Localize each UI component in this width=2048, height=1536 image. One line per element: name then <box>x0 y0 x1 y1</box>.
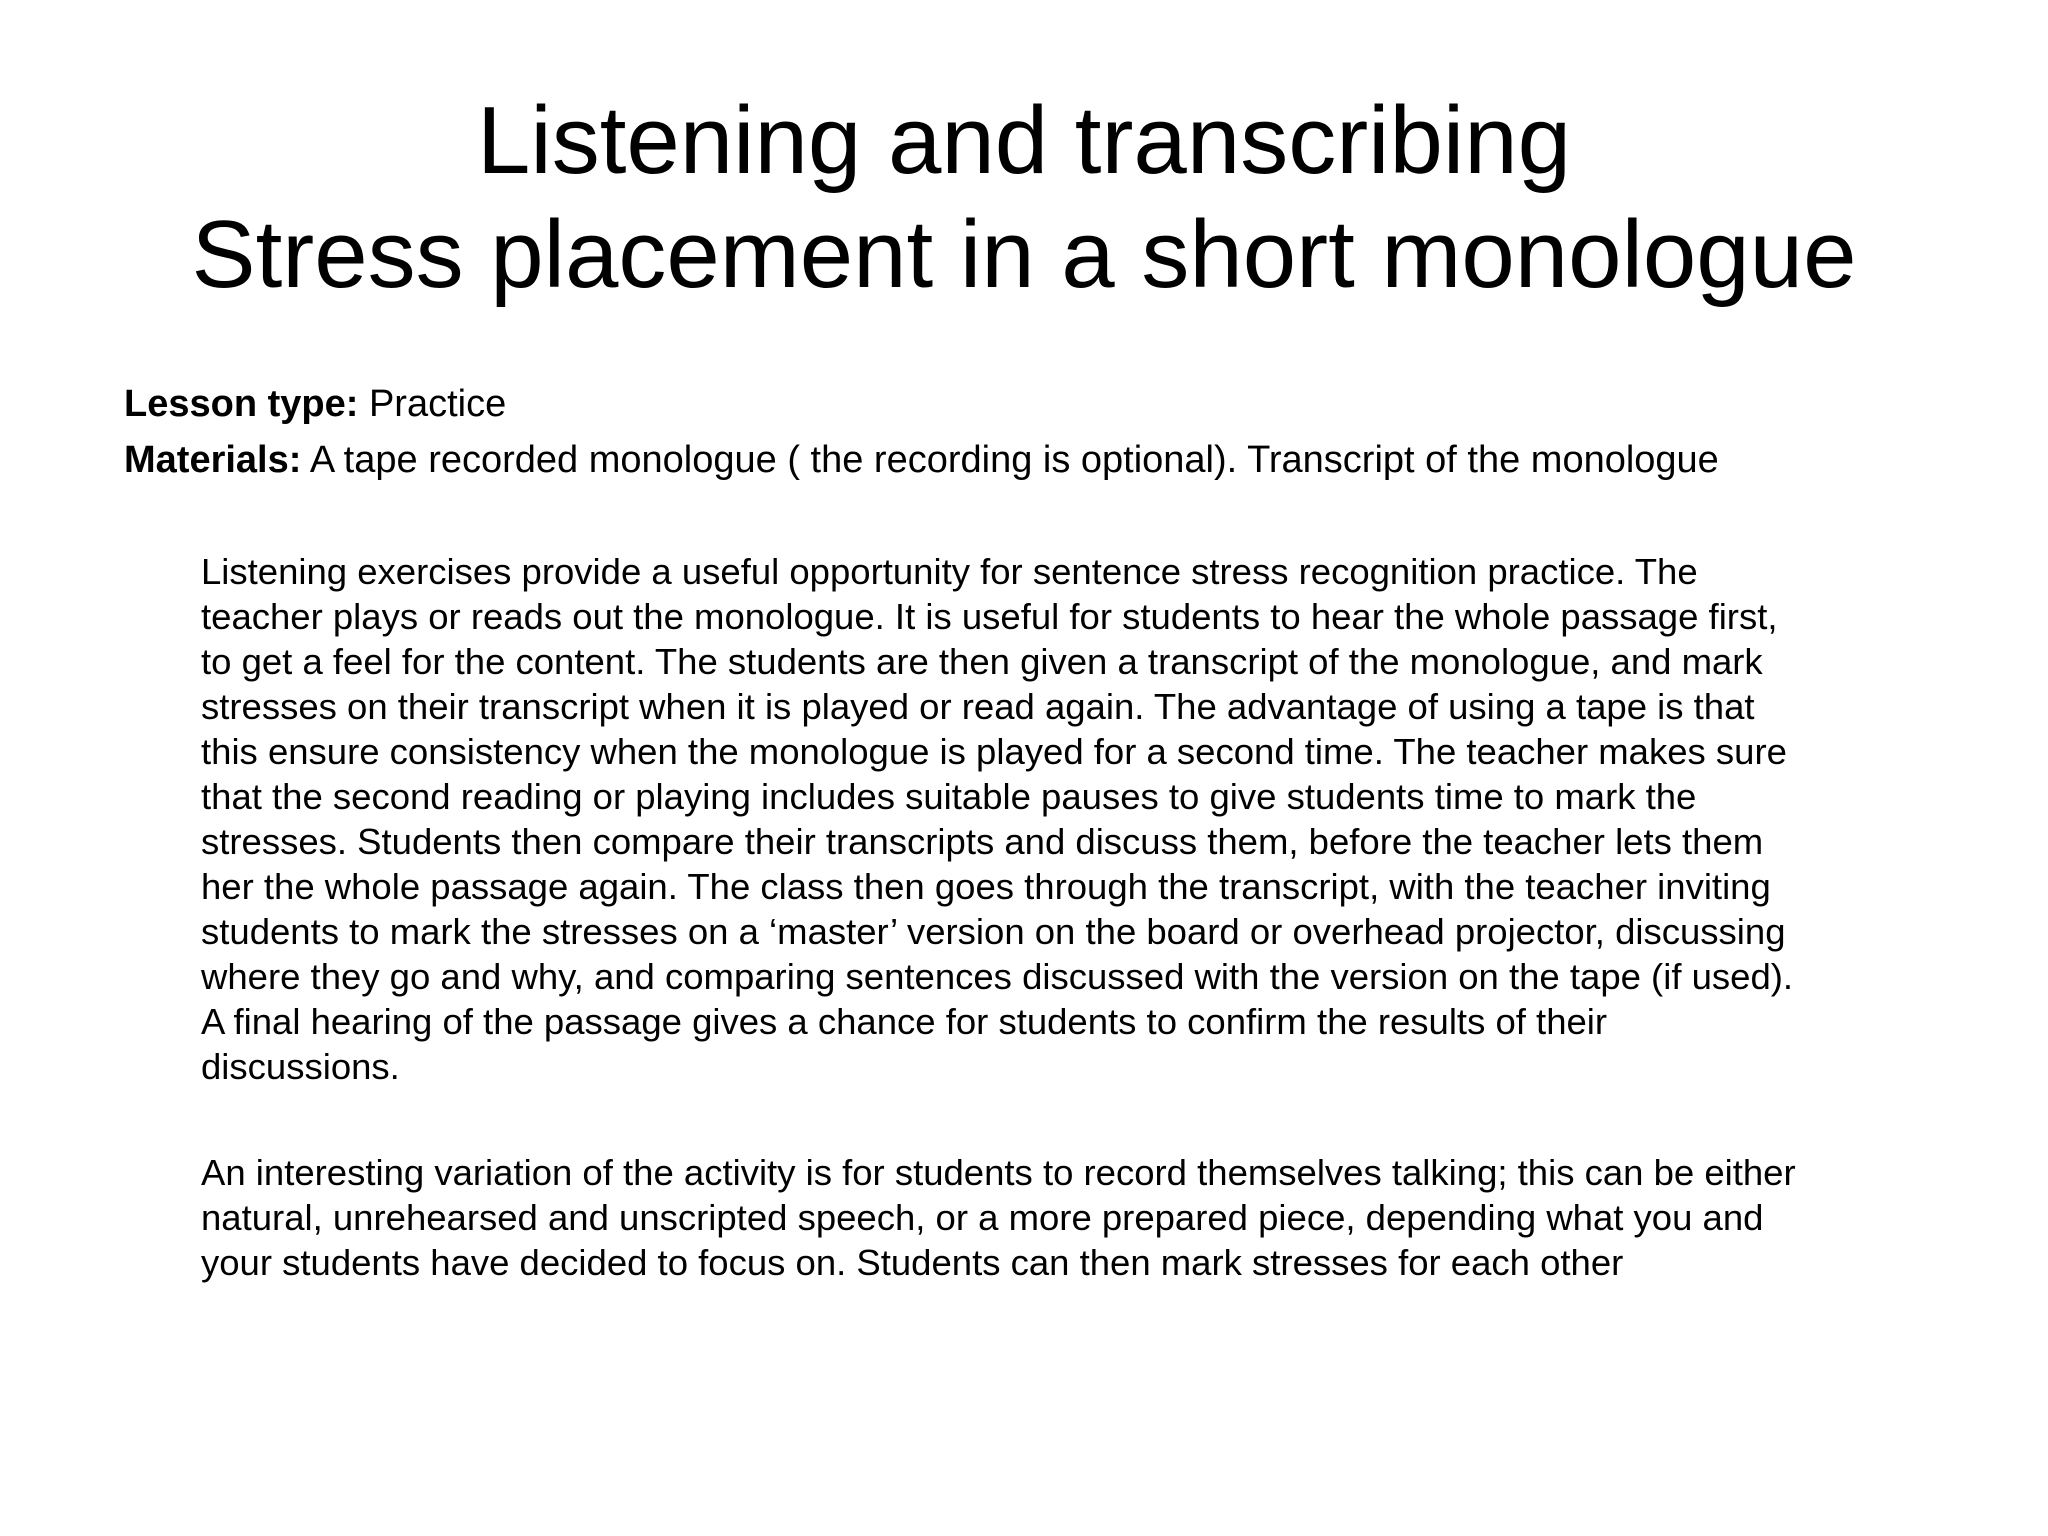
materials-label: Materials: <box>124 439 302 481</box>
paragraph-line: teacher plays or reads out the monologue. It is useful for students to hear the whole passage first, <box>201 596 1778 637</box>
paragraph-line: stresses. Students then compare their transcripts and discuss them, before the teacher lets them <box>201 821 1764 862</box>
paragraph-line: An interesting variation of the activity is for students to record themselves talking; this can be either <box>201 1152 1796 1193</box>
lesson-type-line <box>124 381 2004 427</box>
lesson-type-label: Lesson type: <box>124 383 359 425</box>
title-line-1: Listening and transcribing <box>476 87 1571 194</box>
paragraph-2 <box>201 1150 1941 1285</box>
paragraph-line: where they go and why, and comparing sentences discussed with the version on the tape (if used). <box>201 956 1794 997</box>
paragraph-line: Listening exercises provide a useful opportunity for sentence stress recognition practice. The <box>201 551 1698 592</box>
paragraph-line: this ensure consistency when the monologue is played for a second time. The teacher makes sure <box>201 731 1787 772</box>
paragraph-line: A final hearing of the passage gives a chance for students to confirm the results of their <box>201 1001 1608 1042</box>
paragraph-1 <box>201 549 1941 1089</box>
title-line-2: Stress placement in a short monologue <box>191 201 1857 308</box>
paragraph-line: her the whole passage again. The class then goes through the transcript, with the teacher inviting <box>201 866 1771 907</box>
slide-title <box>0 84 2048 312</box>
paragraph-line: stresses on their transcript when it is played or read again. The advantage of using a tape is that <box>201 686 1755 727</box>
paragraph-line: to get a feel for the content. The students are then given a transcript of the monologue, and mark <box>201 641 1763 682</box>
materials-value: A tape recorded monologue ( the recording is optional). Transcript of the monologue <box>301 439 1719 481</box>
paragraph-line: your students have decided to focus on. Students can then mark stresses for each other <box>201 1242 1624 1283</box>
lesson-type-value: Practice <box>358 383 507 425</box>
materials-line <box>124 437 2004 483</box>
paragraph-line: discussions. <box>201 1046 400 1087</box>
paragraph-line: natural, unrehearsed and unscripted speech, or a more prepared piece, depending what you and <box>201 1197 1764 1238</box>
paragraph-line: that the second reading or playing includes suitable pauses to give students time to mark the <box>201 776 1697 817</box>
paragraph-line: students to mark the stresses on a ‘master’ version on the board or overhead projector, discussing <box>201 911 1786 952</box>
